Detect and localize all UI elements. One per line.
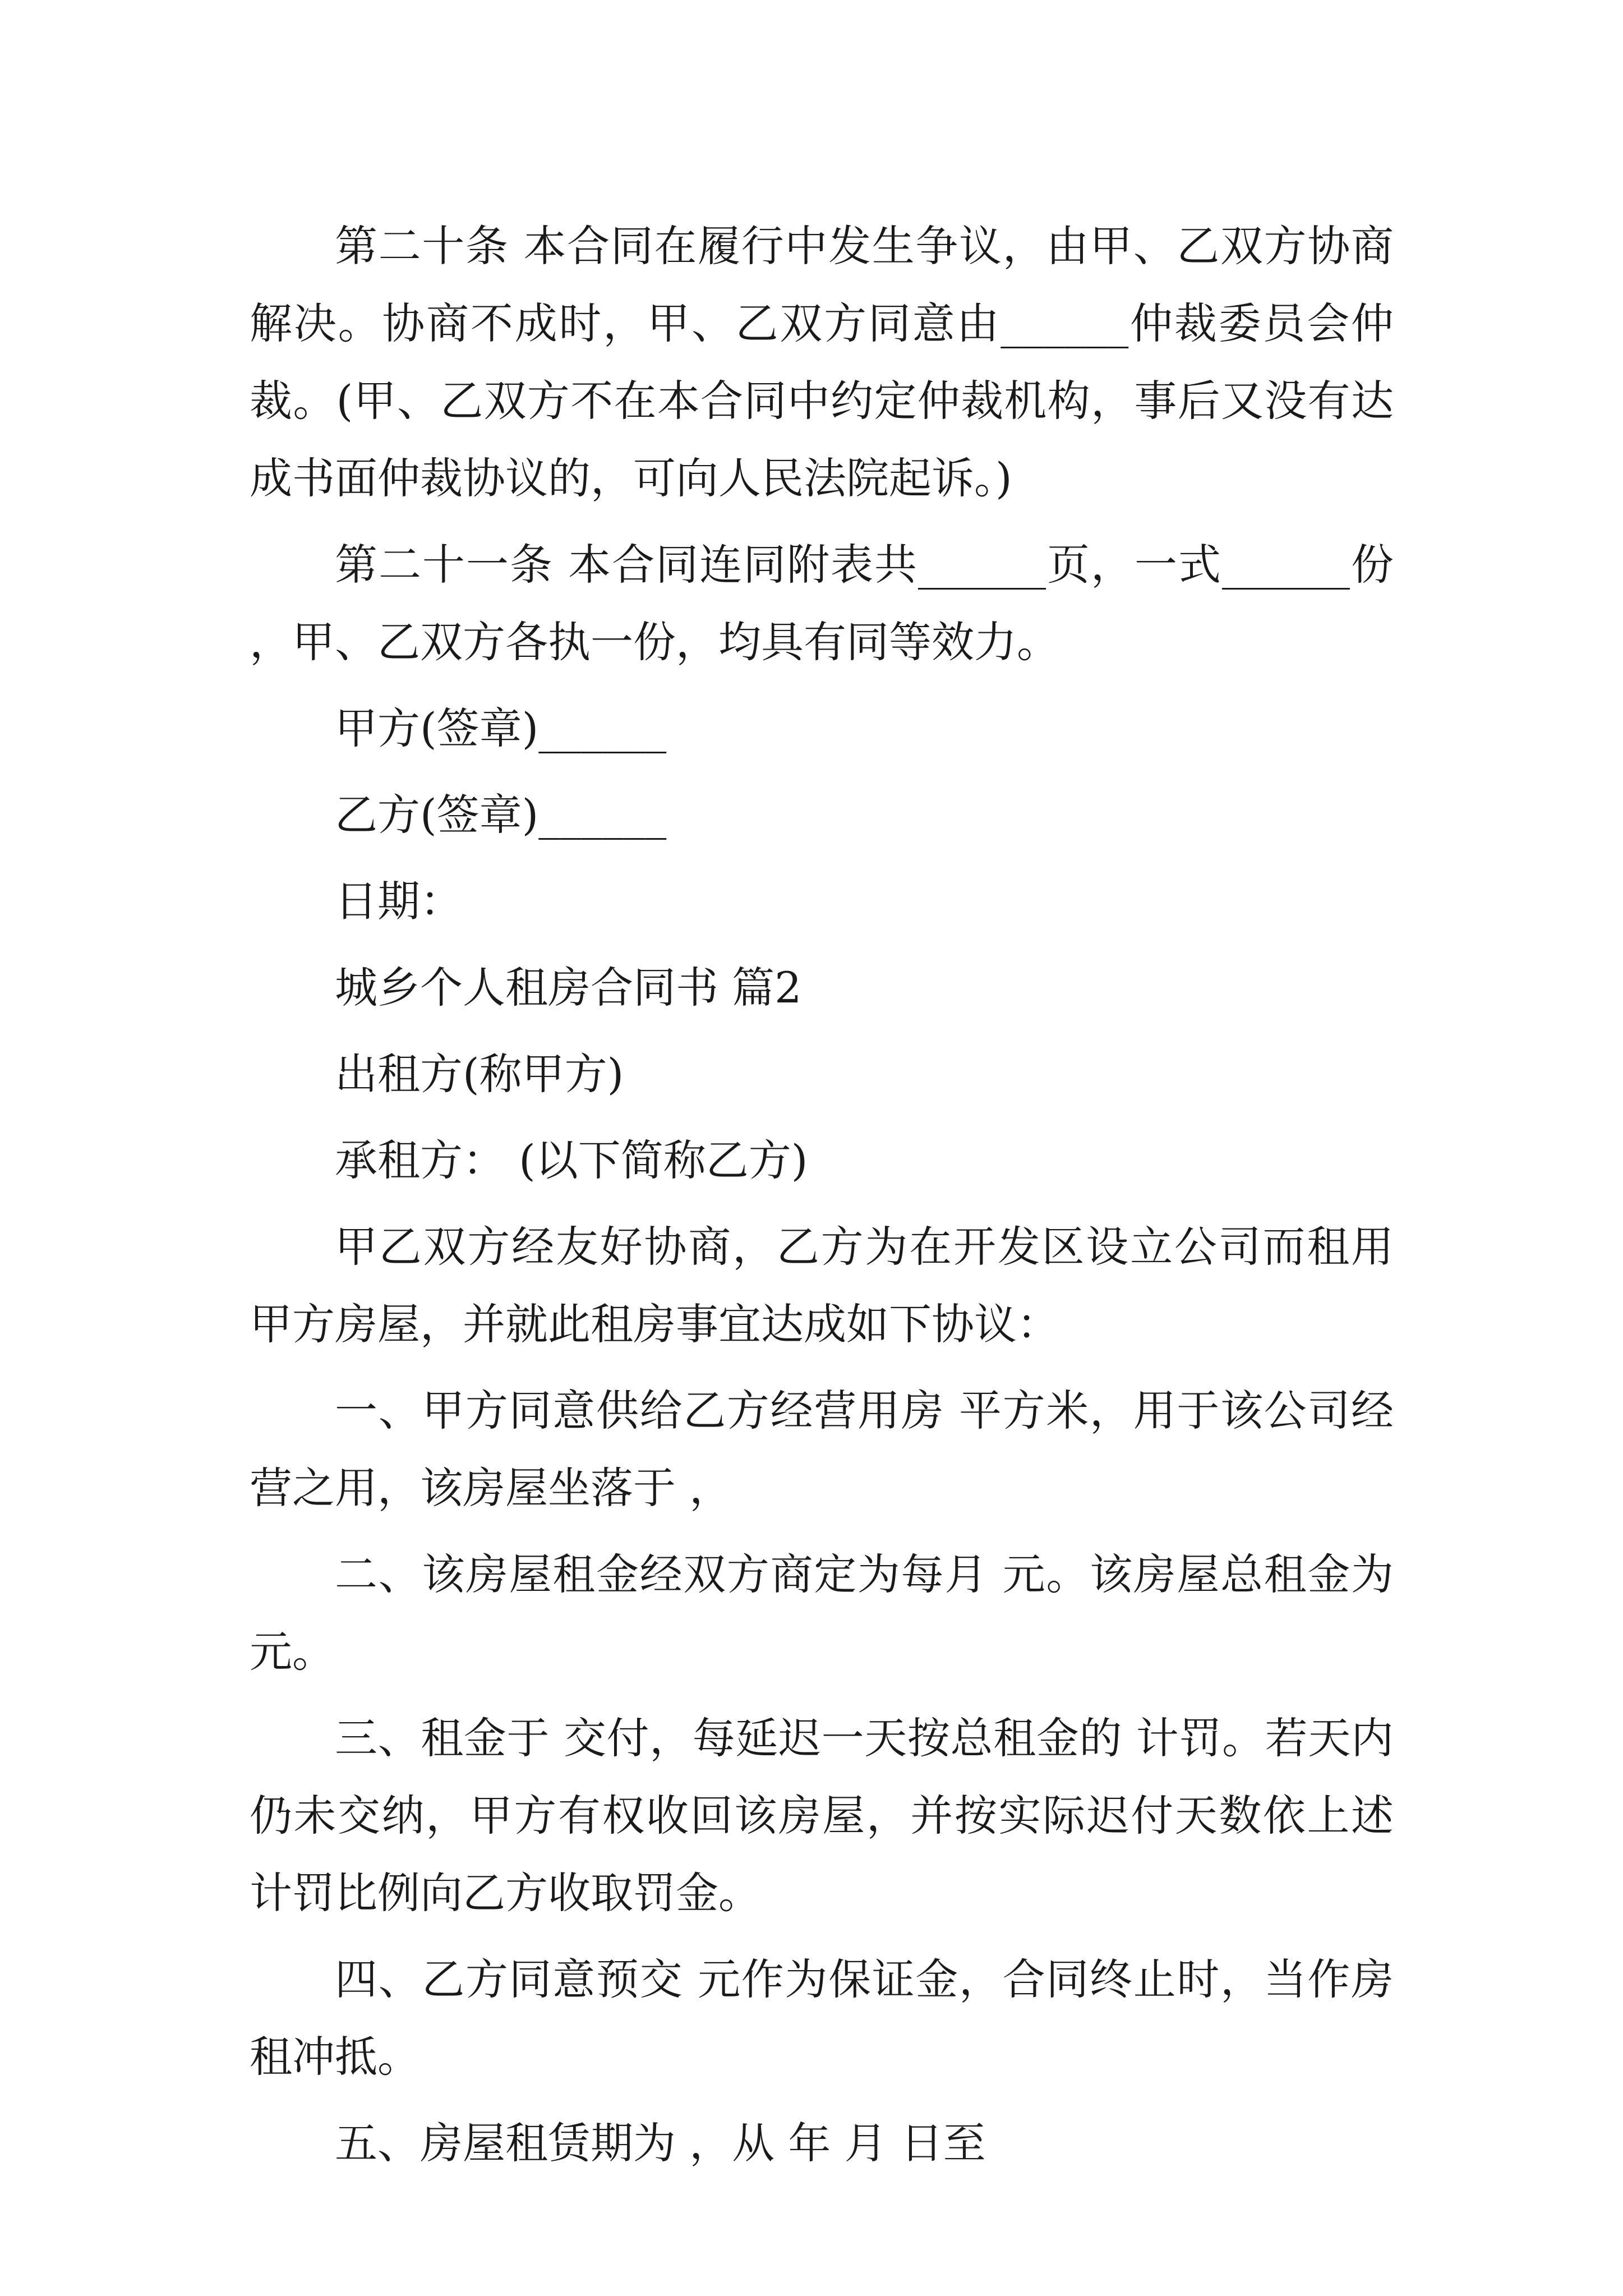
agreement-intro: 甲乙双方经友好协商，乙方为在开发区设立公司而租用甲方房屋，并就此租房事宜达成如下协议： xyxy=(250,1222,1394,1349)
document-body xyxy=(250,208,1394,2191)
clause-21-copies: 第二十一条 本合同连同附表共______页，一式______份，甲、乙双方各执一份，均具有同等效力。 xyxy=(250,540,1394,667)
date-line: 日期： xyxy=(335,876,463,926)
clause-5-term: 五、房屋租赁期为 ，从 年 月 日至 xyxy=(335,2118,986,2168)
clause-20-arbitration: 第二十条 本合同在履行中发生争议，由甲、乙双方协商解决。协商不成时，甲、乙双方同意由______仲裁委员会仲裁。(甲、乙双方不在本合同中约定仲裁机构，事后又没有达成书面仲裁协议的，可向人民法院起诉。) xyxy=(250,221,1394,503)
clause-1-premises: 一、甲方同意供给乙方经营用房 平方米，用于该公司经营之用，该房屋坐落于 ， xyxy=(250,1386,1394,1513)
clause-3-payment: 三、租金于 交付，每延迟一天按总租金的 计罚。若天内仍未交纳，甲方有权收回该房屋，并按实际迟付天数依上述计罚比例向乙方收取罚金。 xyxy=(250,1713,1394,1918)
lessor-line: 出租方(称甲方) xyxy=(335,1049,624,1099)
party-b-signature: 乙方(签章)______ xyxy=(335,790,667,840)
clause-4-deposit: 四、乙方同意预交 元作为保证金，合同终止时，当作房租冲抵。 xyxy=(250,1954,1394,2082)
lessee-line: 承租方： (以下简称乙方) xyxy=(335,1135,808,1185)
section-heading: 城乡个人租房合同书 篇2 xyxy=(335,963,802,1013)
party-a-signature: 甲方(签章)______ xyxy=(335,703,667,753)
clause-2-rent: 二、该房屋租金经双方商定为每月 元。该房屋总租金为 元。 xyxy=(250,1549,1394,1677)
